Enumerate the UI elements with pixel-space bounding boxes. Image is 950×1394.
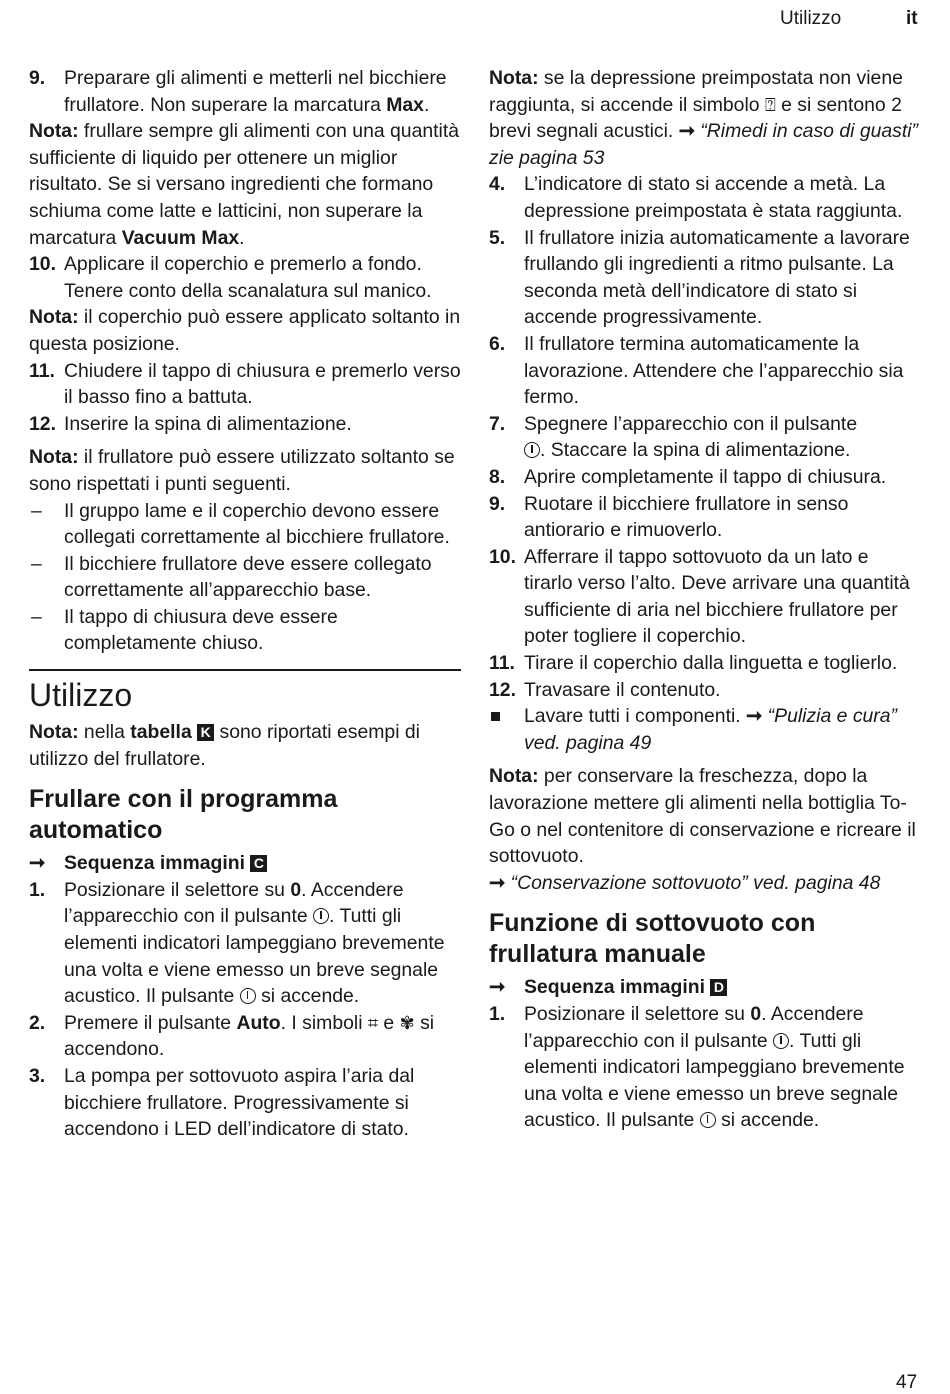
step-number: 4. xyxy=(489,173,506,196)
step-text: Tirare il coperchio dalla linguetta e toglierlo. xyxy=(524,652,898,675)
subheading-automatic-program: Frullare con il programma automatico xyxy=(29,785,338,845)
figure-c-badge: C xyxy=(250,855,267,872)
step-text: Ruotare il bicchiere frullatore in senso antiorario e rimuoverlo. xyxy=(524,492,849,542)
image-sequence-ref xyxy=(29,850,461,877)
note-text-end: sono riportati esempi di utilizzo del frullatore. xyxy=(29,721,420,770)
note-label: Nota: xyxy=(29,306,79,329)
header-section-title: Utilizzo xyxy=(780,8,842,29)
note-text: il coperchio può essere applicato soltanto in questa posizione. xyxy=(29,306,461,355)
power-button-icon xyxy=(524,442,540,458)
condition-text: Il bicchiere frullatore deve essere collegato correttamente all’apparecchio base. xyxy=(64,552,432,602)
step-number: 9. xyxy=(29,67,46,89)
left-column xyxy=(29,65,461,1143)
step-number: 7. xyxy=(489,412,506,435)
step-text: La pompa per sottovuoto aspira l’aria dal bicchiere frullatore. Progressivamente si accendono i LED dell’indicatore di stato. xyxy=(64,1065,415,1141)
step-number: 1. xyxy=(29,878,46,901)
note-text: nella xyxy=(78,721,131,744)
note-table xyxy=(29,719,461,772)
power-button-icon xyxy=(700,1112,716,1128)
step-11 xyxy=(29,358,461,411)
manual-step-1 xyxy=(489,1001,921,1134)
step-text: . Accendere l’apparecchio con il pulsante xyxy=(64,878,404,928)
step-text: Premere il pulsante xyxy=(64,1011,237,1034)
arrow-right-icon: ➞ xyxy=(678,120,695,143)
auto-step-3 xyxy=(29,1063,461,1143)
note-text-end: . xyxy=(239,226,245,249)
arrow-right-icon: ➞ xyxy=(29,852,46,875)
auto-step-1 xyxy=(29,877,461,1010)
table-k-badge: K xyxy=(197,724,214,741)
step-text-end: . xyxy=(423,93,430,116)
note-freshness xyxy=(489,763,921,896)
step-text: . Accendere l’apparecchio con il pulsante xyxy=(524,1003,864,1052)
step-number: 11. xyxy=(489,652,515,675)
dash-marker: – xyxy=(31,552,42,575)
warning-symbol-icon: ⍰ xyxy=(764,94,776,115)
step-text: Chiudere il tappo di chiusura e premerlo verso il basso fino a battuta. xyxy=(64,359,461,409)
cross-reference-link[interactable]: “Conservazione sottovuoto” ved. pagina 48 xyxy=(505,871,881,894)
vacuum-symbol-icon: ⌗ xyxy=(367,1012,379,1033)
note-conditions xyxy=(29,444,461,497)
step-12 xyxy=(29,411,461,438)
step-text: . Staccare la spina di alimentazione. xyxy=(540,439,851,462)
sequence-label: Sequenza immagini xyxy=(524,976,706,999)
step-text: Applicare il coperchio e premerlo a fondo. Tenere conto della scanalatura sul manico. xyxy=(64,253,432,302)
cross-reference-link[interactable]: “Rimedi in caso di guasti” zie pagina 53 xyxy=(489,120,919,169)
sequence-label: Sequenza immagini xyxy=(64,852,246,875)
step-number: 5. xyxy=(489,226,506,249)
step-text: Spegnere l’apparecchio con il pulsante xyxy=(524,412,858,435)
note-label: Nota: xyxy=(29,721,79,744)
note-text: frullare sempre gli alimenti con una quantità sufficiente di liquido per ottenere un miglior risultato. Se si versano ingredienti che formano schiuma come latte e latticini, non superare la marcatura xyxy=(29,120,460,249)
condition-item xyxy=(29,551,461,604)
step-number: 9. xyxy=(489,492,506,515)
step-12 xyxy=(489,677,921,704)
step-text: si accende. xyxy=(255,985,360,1008)
note-label: Nota: xyxy=(489,67,539,89)
arrow-right-icon: ➞ xyxy=(746,705,763,728)
step-text: . I simboli xyxy=(280,1011,368,1034)
condition-text: Il tappo di chiusura deve essere completamente chiuso. xyxy=(64,605,338,655)
condition-item xyxy=(29,498,461,551)
note-pressure xyxy=(489,65,921,171)
step-text: Inserire la spina di alimentazione. xyxy=(64,412,352,435)
note-label: Nota: xyxy=(29,120,79,143)
auto-step-2 xyxy=(29,1010,461,1063)
table-word: tabella xyxy=(130,721,192,744)
step-text: Travasare il contenuto. xyxy=(524,678,721,701)
step-number: 3. xyxy=(29,1065,46,1087)
step-11 xyxy=(489,650,921,677)
note-label: Nota: xyxy=(29,446,79,469)
power-button-icon xyxy=(240,988,256,1004)
power-button-icon xyxy=(773,1033,789,1049)
step-number: 1. xyxy=(489,1003,506,1025)
note-label: Nota: xyxy=(489,765,539,788)
step-text: Preparare gli alimenti e metterli nel bicchiere frullatore. Non superare la marcatura xyxy=(64,67,447,116)
blend-symbol-icon: ✾ xyxy=(399,1012,415,1033)
note-lid-position xyxy=(29,304,461,357)
arrow-right-icon: ➞ xyxy=(489,976,506,999)
step-9 xyxy=(489,491,921,544)
subheading-manual-vacuum: Funzione di sottovuoto con frullatura manuale xyxy=(489,909,816,969)
condition-item xyxy=(29,604,461,657)
max-marking: Max xyxy=(386,93,424,116)
section-divider xyxy=(29,669,461,671)
arrow-right-icon: ➞ xyxy=(489,871,506,894)
step-6 xyxy=(489,331,921,411)
step-8 xyxy=(489,464,921,491)
bullet-wash xyxy=(489,703,921,756)
cross-reference-link[interactable]: “Pulizia e cura” ved. pagina 49 xyxy=(524,705,897,754)
step-text: si accendono. xyxy=(64,1011,435,1061)
note-text: se la depressione preimpostata non viene raggiunta, si accende il simbolo xyxy=(489,67,903,116)
square-bullet-icon xyxy=(491,712,500,721)
step-number: 10. xyxy=(489,545,516,568)
step-text: Il frullatore termina automaticamente la lavorazione. Attendere che l’apparecchio sia fermo. xyxy=(524,332,904,409)
right-column xyxy=(489,65,921,1134)
step-text: Afferrare il tappo sottovuoto da un lato e tirarlo verso l’alto. Deve arrivare una quantità sufficiente di aria nel bicchiere frullatore per poter togliere il coperchio. xyxy=(524,545,910,648)
step-text: Il frullatore inizia automaticamente a lavorare frullando gli ingredienti a ritmo pulsante. La seconda metà dell’indicatore di stato si accende progressivamente. xyxy=(524,226,910,329)
step-10 xyxy=(29,251,461,304)
step-10 xyxy=(489,544,921,650)
selector-zero: 0 xyxy=(290,878,302,901)
step-number: 8. xyxy=(489,465,506,488)
step-text: si accende. xyxy=(715,1109,820,1132)
dash-marker: – xyxy=(31,499,42,522)
step-7 xyxy=(489,411,921,464)
power-button-icon xyxy=(313,908,329,924)
step-text: Posizionare il selettore su xyxy=(524,1003,751,1025)
step-text: Aprire completamente il tappo di chiusura. xyxy=(524,465,887,488)
step-text: . Tutti gli elementi indicatori lampeggiano brevemente una volta e viene emesso un breve segnale acustico. Il pulsante xyxy=(64,905,445,1008)
selector-zero: 0 xyxy=(750,1003,762,1025)
vacuum-max-marking: Vacuum Max xyxy=(121,226,240,249)
step-number: 12. xyxy=(29,412,56,435)
step-5 xyxy=(489,225,921,331)
note-text: per conservare la freschezza, dopo la lavorazione mettere gli alimenti nella bottiglia To-Go o nel contenitore di conservazione e ricreare il sottovuoto. xyxy=(489,765,916,868)
step-text: e xyxy=(378,1011,400,1034)
bullet-text: Lavare tutti i componenti. xyxy=(524,705,747,728)
header-language-code: it xyxy=(906,8,918,29)
page-number: 47 xyxy=(896,1372,918,1393)
step-text: . Tutti gli elementi indicatori lampeggiano brevemente una volta e viene emesso un breve segnale acustico. Il pulsante xyxy=(524,1029,905,1132)
condition-text: Il gruppo lame e il coperchio devono essere collegati correttamente al bicchiere frullatore. xyxy=(64,499,450,549)
step-number: 2. xyxy=(29,1011,46,1034)
step-number: 10. xyxy=(29,253,56,276)
section-heading-utilizzo: Utilizzo xyxy=(29,677,133,714)
step-number: 12. xyxy=(489,678,516,701)
note-text: e si sentono 2 brevi segnali acustici. xyxy=(489,93,902,143)
step-text: L’indicatore di stato si accende a metà. La depressione preimpostata è stata raggiunta. xyxy=(524,173,903,222)
step-4 xyxy=(489,171,921,224)
auto-button-label: Auto xyxy=(236,1011,281,1034)
step-number: 6. xyxy=(489,332,506,355)
note-text: il frullatore può essere utilizzato soltanto se sono rispettati i punti seguenti. xyxy=(29,446,455,495)
dash-marker: – xyxy=(31,605,42,628)
step-9 xyxy=(29,65,461,118)
figure-d-badge: D xyxy=(710,979,727,996)
step-text: Posizionare il selettore su xyxy=(64,878,291,901)
image-sequence-ref xyxy=(489,974,921,1001)
note-liquid xyxy=(29,118,461,251)
step-number: 11. xyxy=(29,359,55,382)
